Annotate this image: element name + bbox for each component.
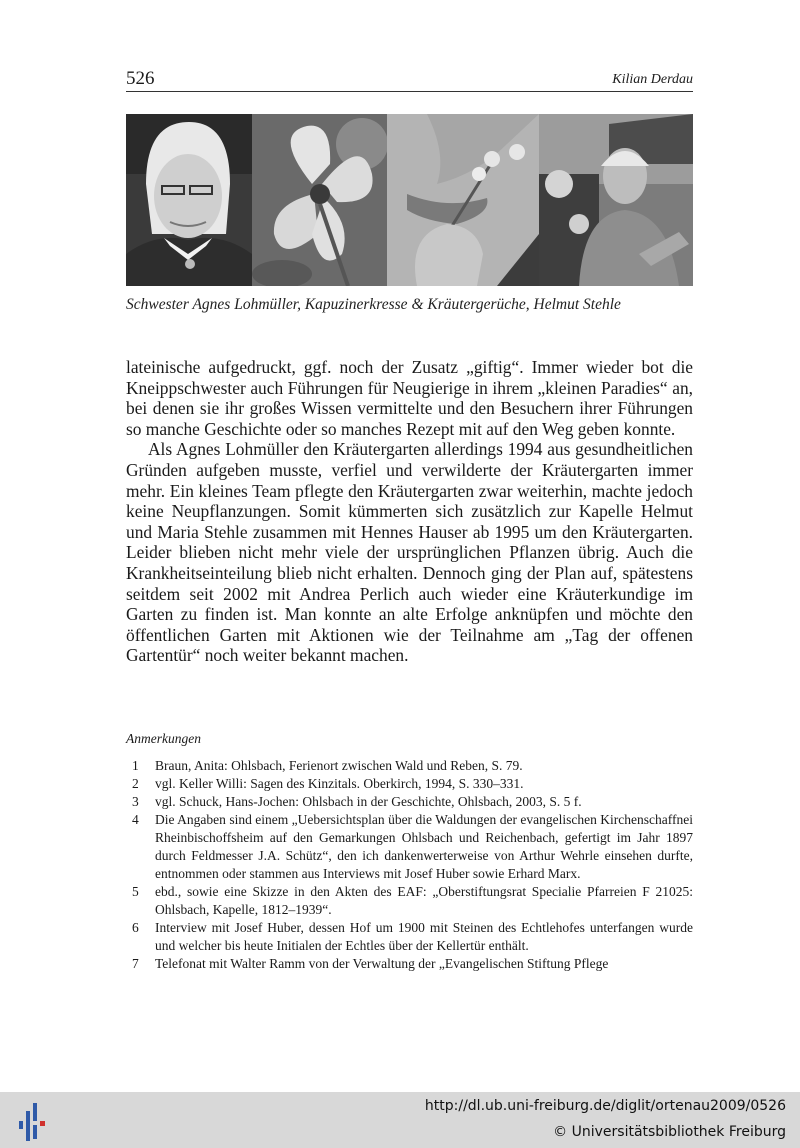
header-rule <box>126 91 693 92</box>
notes-heading: Anmerkungen <box>126 731 201 746</box>
note-text: Die Angaben sind einem „Uebersichtsplan über die Waldungen der evangelischen Kirchenschaffnei Rheinbischoffsheim auf den Gemarkungen Ohlsbach und Reichenbach, gefertigt im Jahr 1897 durch Feldmesser J.A. Schütz“, den ich dankenwerterweise von Arthur Wehrle einsehen durfte, entnommen oder stammen aus Interviews mit Josef Huber sowie Erhard Marx. <box>155 812 693 881</box>
paragraph: lateinische aufgedruckt, ggf. noch der Zusatz „giftig“. Immer wieder bot die Kneippschwester auch Führungen für Neugierige in ihrem „kleinen Paradies“ an, bei denen sie ihr großes Wissen vermittelte und den Besuchern ihrer Führungen so manche Geschichte oder so manches Rezept mit auf den Weg geben konnte. <box>126 357 693 439</box>
running-head: Kilian Derdau <box>612 72 693 87</box>
photo-man-portrait <box>539 114 693 286</box>
footer-copyright: © Universitätsbibliothek Freiburg <box>553 1124 786 1140</box>
note-text: vgl. Keller Willi: Sagen des Kinzitals. Oberkirch, 1994, S. 330–331. <box>155 776 524 791</box>
paragraph: Als Agnes Lohmüller den Kräutergarten allerdings 1994 aus gesundheitlichen Gründen aufgeben musste, verfiel und verwilderte der Kräutergarten immer mehr. Ein kleines Team pflegte den Kräutergarten zwar weiterhin, machte jedoch keine Neupflanzungen. Somit kümmerten sich zusätzlich zur Kapelle Helmut und Maria Stehle zusammen mit Hennes Hauser ab 1995 um den Kräutergarten. Leider blieben nicht mehr viele der ursprünglichen Pflanzen übrig. Auch die Krankheitseinteilung blieb nicht erhalten. Dennoch ging der Plan auf, spätestens seitdem seit 2002 mit Andrea Perlich auch wieder eine Kräuterkundige im Garten zu finden ist. Man konnte an alte Erfolge anknüpfen und möchte den öffentlichen Garten mit Aktionen wie der Teilnahme am „Tag der offenen Gartentür“ noch weiter bekannt machen. <box>126 439 693 666</box>
note-item <box>126 919 693 955</box>
note-number: 7 <box>132 956 139 971</box>
notes-list <box>126 757 693 973</box>
note-item <box>126 883 693 919</box>
note-text: Braun, Anita: Ohlsbach, Ferienort zwischen Wald und Reben, S. 79. <box>155 758 523 773</box>
note-text: Telefonat mit Walter Ramm von der Verwaltung der „Evangelischen Stiftung Pflege <box>155 956 609 971</box>
note-item <box>126 955 693 973</box>
note-item <box>126 757 693 775</box>
note-number: 2 <box>132 776 139 791</box>
note-text: Interview mit Josef Huber, dessen Hof um 1900 mit Steinen des Echtlehofes unterfangen wurde und welcher bis heute Initialen der Echtles über der Kellertür enthält. <box>155 920 693 953</box>
photo-strip <box>126 114 693 286</box>
note-item <box>126 793 693 811</box>
note-item <box>126 775 693 793</box>
body-text <box>126 357 693 666</box>
photo-nun-portrait <box>126 114 252 286</box>
note-number: 1 <box>132 758 139 773</box>
note-number: 4 <box>132 812 139 827</box>
figure-caption: Schwester Agnes Lohmüller, Kapuzinerkresse & Kräutergerüche, Helmut Stehle <box>126 296 621 313</box>
note-text: vgl. Schuck, Hans-Jochen: Ohlsbach in der Geschichte, Ohlsbach, 2003, S. 5 f. <box>155 794 582 809</box>
note-number: 3 <box>132 794 139 809</box>
note-text: ebd., sowie eine Skizze in den Akten des EAF: „Oberstiftungsrat Specialie Pfarreien F 21025: Ohlsbach, Kapelle, 1812–1939“. <box>155 884 693 917</box>
photo-nasturtium-flower <box>252 114 387 286</box>
note-item <box>126 811 693 883</box>
page-number: 526 <box>126 68 155 89</box>
photo-herb-smelling <box>387 114 539 286</box>
note-number: 5 <box>132 884 139 899</box>
footer-url-link[interactable]: http://dl.ub.uni-freiburg.de/diglit/ortenau2009/0526 <box>424 1098 786 1114</box>
note-number: 6 <box>132 920 139 935</box>
ub-freiburg-logo-icon[interactable] <box>14 1099 50 1143</box>
